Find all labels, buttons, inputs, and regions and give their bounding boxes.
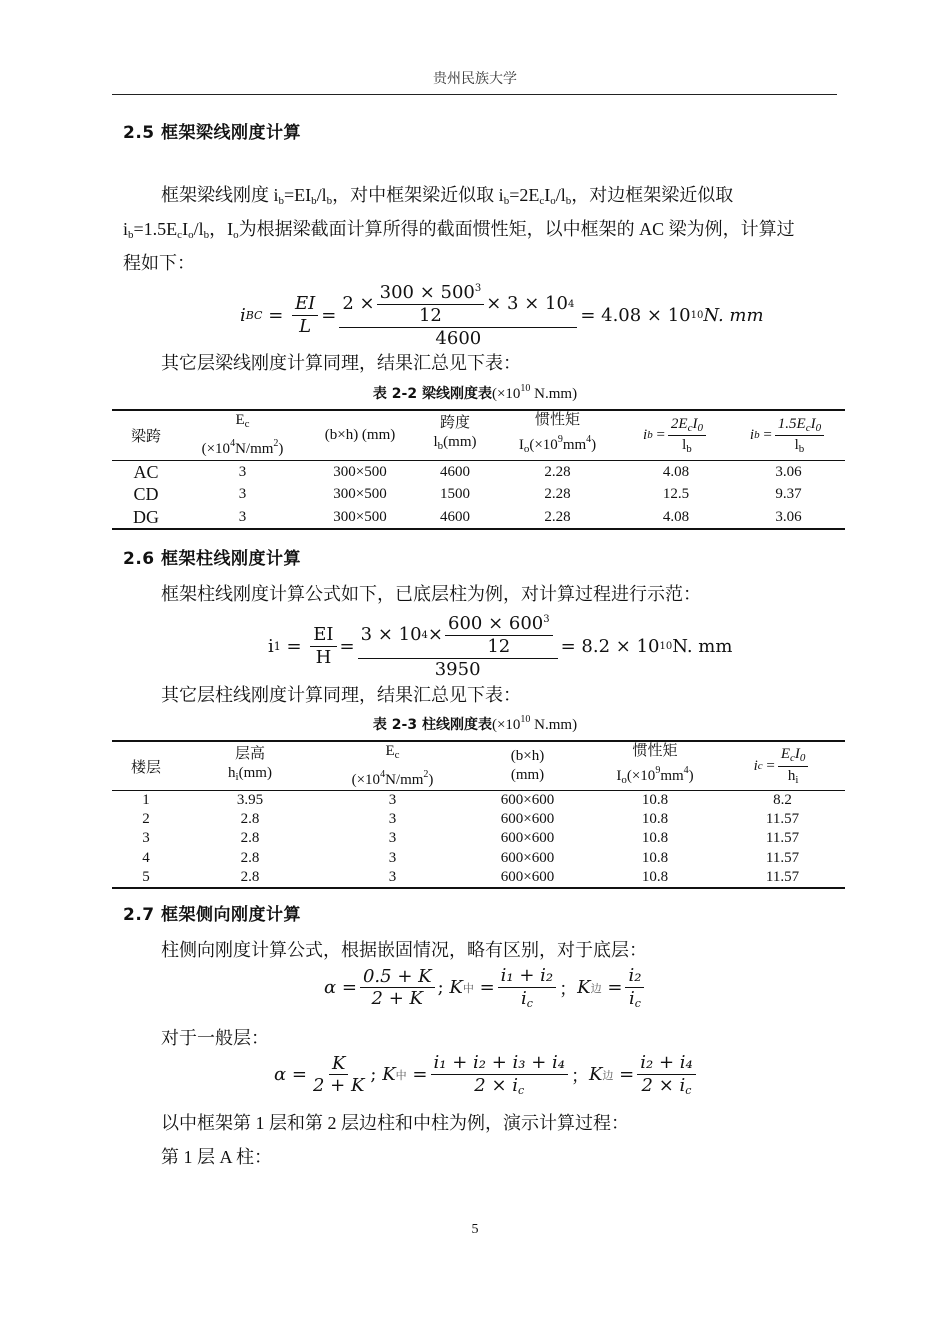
table-row: 2 2.8 3 600×600 10.8 11.57 (142, 811, 800, 828)
paragraph-beam-stiffness-line2: $i_b=1.5E_cI_o/l_b$，$I_o$为根据梁截面计算所得的截面惯性矩，以中框架的 AC 梁为例，计算过 (123, 219, 795, 241)
paragraph-beam-stiffness: 框架梁线刚度 $i_b=EI_b/l_b$，对中框架梁近似取 $i_b=2E_cI_o/l_b$，对边框架梁近似取 (161, 185, 734, 207)
col-header-ec: $E_c$ $(\times 10^4N/mm^2)$ (201, 412, 284, 458)
col-header-ic: i c = $\frac{E_cI_0}{h_i}$ (720, 741, 845, 791)
col-header-ib-edge: i b = $\frac{1.5E_cI_0}{l_b}$ (732, 410, 845, 460)
table-row: 1 3.95 3 600×600 10.8 8.2 (142, 792, 792, 809)
column-summary-text: 其它层柱线刚度计算同理，结果汇总见下表： (161, 685, 521, 705)
section-heading-2-5: 2.5 框架梁线刚度计算 (123, 123, 302, 143)
running-header: 贵州民族大学 (433, 72, 517, 87)
column-a-label: 第 1 层 A 柱： (161, 1147, 273, 1167)
paragraph-beam-stiffness-line3: 程如下： (123, 253, 195, 273)
equation-ibc: i BC = $\frac{EI}{L}$ = 2 × $\frac{300 \times 500^3}{12}$ × 3 × 10 4 4600 = 4.08 × 10 10 N. mm (240, 282, 764, 349)
equation-general-floor: α = $\frac{K}{2 + K}$ ; K 中 = $\frac{\text{i₁ + i₂ + i₃ + i₄}}{2 \times i_c}$ ； K 边 = $\frac{\text{i₂ + i₄}}{2 \times i_c}$ (274, 1053, 699, 1097)
col-header-ib-middle: i b = $\frac{2E_cI_0}{l_b}$ (620, 410, 732, 460)
col-header-floor: 楼层 (130, 759, 161, 776)
equation-bottom-floor: α = $\frac{0.5 + K}{2 + K}$ ; K 中 = $\frac{\text{i₁ + i₂}}{i_c}$ ； K 边 = $\frac{\text{i₂}}{i_c}$ (324, 966, 647, 1010)
column-stiffness-table (112, 740, 845, 889)
table-2-2-caption: 表 2-2 梁线刚度表($\times 10^{10}$ N.mm) (372, 383, 578, 402)
section-heading-2-6: 2.6 框架柱线刚度计算 (123, 549, 302, 569)
col-header-bh: (b×h) (mm) (324, 426, 396, 443)
beam-stiffness-table (112, 409, 845, 530)
col-header-inertia: 惯性矩 $I_o(\times 10^9mm^4)$ (616, 743, 694, 786)
col-header-height: 层高 $h_i(mm)$ (228, 746, 272, 783)
table-row: 4 2.8 3 600×600 10.8 11.57 (142, 849, 800, 866)
column-stiffness-intro: 框架柱线刚度计算公式如下，已底层柱为例，对计算过程进行示范： (161, 584, 701, 604)
table-row: 3 2.8 3 600×600 10.8 11.57 (142, 830, 800, 847)
col-header-ec: $E_c$ $(\times 10^4N/mm^2)$ (351, 743, 434, 788)
header-rule (112, 94, 837, 95)
page-number: 5 (471, 1222, 479, 1237)
table-row: AC 3 300×500 4600 2.28 4.08 3.06 (133, 461, 802, 482)
section-heading-2-7: 2.7 框架侧向刚度计算 (123, 905, 302, 925)
table-row: CD 3 300×500 1500 2.28 12.5 9.37 (133, 484, 802, 505)
col-header-span: 梁跨 (130, 428, 161, 445)
table-row: DG 3 300×500 4600 2.28 4.08 3.06 (112, 506, 845, 530)
lateral-stiffness-intro: 柱侧向刚度计算公式，根据嵌固情况，略有区别，对于底层： (161, 940, 647, 960)
beam-summary-text: 其它层梁线刚度计算同理，结果汇总见下表： (161, 353, 521, 373)
col-header-length: 跨度 $l_b(mm)$ (433, 415, 477, 453)
equation-i1: i 1 = $\frac{EI}{H}$ = 3 × 10 4 × $\frac{600 \times 600^3}{12}$ 3950 = 8.2 × 10 10 N. mm (268, 613, 733, 680)
col-header-bh: (b×h) (mm) (510, 748, 545, 783)
table-2-3-caption: 表 2-3 柱线刚度表($\times 10^{10}$ N.mm) (372, 714, 578, 733)
col-header-inertia: 惯性矩 $I_o(\times 10^9mm^4)$ (518, 412, 597, 456)
table-row: 5 2.8 3 600×600 10.8 11.57 (112, 868, 845, 888)
general-floor-label: 对于一般层： (161, 1028, 269, 1048)
example-intro: 以中框架第 1 层和第 2 层边柱和中柱为例，演示计算过程： (161, 1113, 629, 1133)
